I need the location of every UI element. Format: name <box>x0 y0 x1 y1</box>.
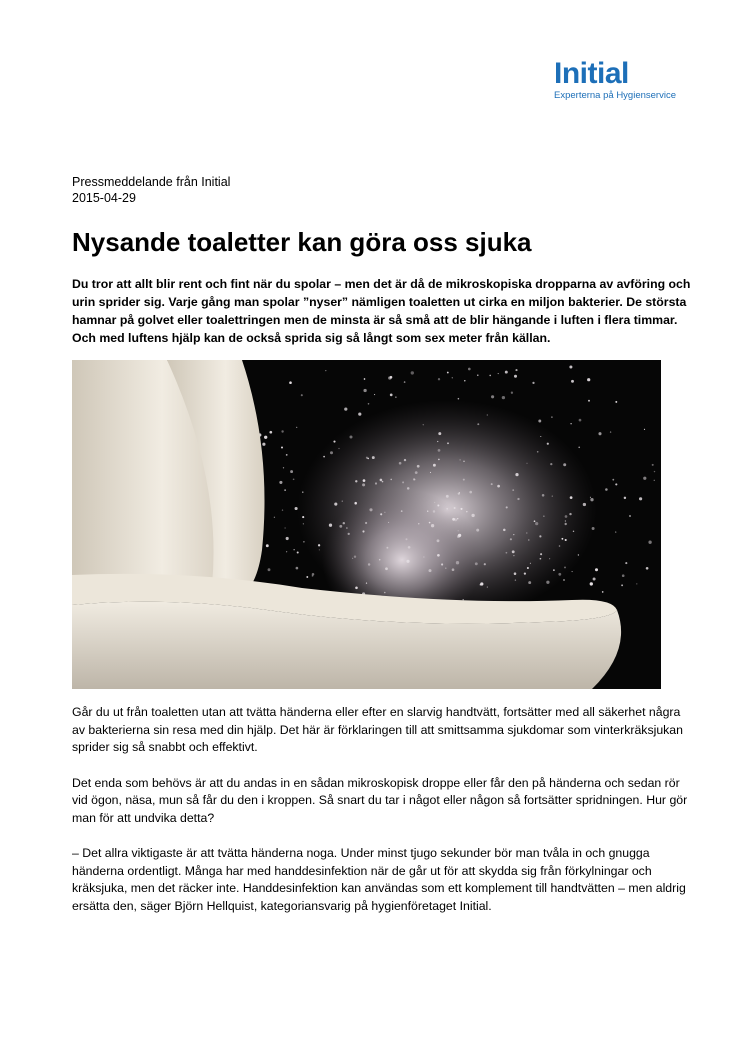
spray-droplet <box>401 510 403 512</box>
spray-droplet <box>438 432 441 435</box>
spray-droplet <box>408 546 411 549</box>
spray-droplet <box>579 419 582 422</box>
spray-droplet <box>528 539 529 540</box>
spray-droplet <box>438 449 441 452</box>
spray-droplet <box>572 571 573 572</box>
spray-droplet <box>380 513 382 515</box>
spray-droplet <box>588 400 590 402</box>
spray-droplet <box>565 515 568 518</box>
spray-droplet <box>477 374 478 375</box>
spray-droplet <box>540 436 541 437</box>
spray-droplet <box>414 479 415 480</box>
spray-droplet <box>515 579 516 580</box>
spray-droplet <box>487 587 488 588</box>
article-lead: Du tror att allt blir rent och fint när du spolar – men det är då de mikroskopiska dropparna av avföring och urin sprider sig. Varje gång man spolar ”nyser” nämligen toaletten ut cirka en miljon bakterier. De största hamnar på golvet eller toalettringen men de minsta är så små att de blir hängande i luften i flera timmar. Och med luftens hjälp kan de också sprida sig så långt som sex meter från källan. <box>72 277 691 345</box>
article-body <box>72 704 692 933</box>
article-paragraph-3: – Det allra viktigaste är att tvätta händerna noga. Under minst tjugo sekunder bör man tvåla in och gnugga händerna ordentligt. Många har med handdesinfektion när de går ut för att skydda sig från förkylningar och kräksjuka, men det räcker inte. Handdesinfektion kan användas som ett komplement till handtvätten – men aldrig ersätta den, säger Björn Hellquist, kategoriansvarig på hygienföretaget Initial. <box>72 846 686 913</box>
spray-droplet <box>476 529 479 532</box>
spray-droplet <box>379 559 381 561</box>
spray-droplet <box>459 492 460 493</box>
spray-droplet <box>333 441 335 443</box>
spray-droplet <box>517 498 519 500</box>
spray-droplet <box>615 483 617 485</box>
spray-droplet <box>487 414 488 415</box>
spray-droplet <box>374 394 375 395</box>
spray-droplet <box>366 457 368 459</box>
spray-droplet <box>312 573 315 576</box>
spray-droplet <box>463 479 465 481</box>
spray-droplet <box>489 375 491 377</box>
spray-droplet <box>497 485 500 488</box>
spray-droplet <box>612 479 614 481</box>
spray-droplet <box>286 454 288 456</box>
spray-droplet <box>282 509 283 510</box>
spray-droplet <box>434 502 435 503</box>
spray-droplet <box>428 569 431 572</box>
spray-droplet <box>323 456 325 458</box>
spray-droplet <box>279 481 282 484</box>
spray-droplet <box>550 463 552 465</box>
spray-droplet <box>578 554 579 555</box>
spray-droplet <box>502 396 505 399</box>
spray-droplet <box>553 569 555 571</box>
spray-droplet <box>365 522 367 524</box>
spray-droplet <box>526 463 527 464</box>
spray-droplet <box>590 497 591 498</box>
spray-droplet <box>285 527 286 528</box>
spray-droplet <box>301 394 303 396</box>
spray-droplet <box>355 480 357 482</box>
initial-logo <box>554 58 684 102</box>
spray-droplet <box>460 508 462 510</box>
spray-droplet <box>590 498 593 501</box>
spray-droplet <box>334 503 337 506</box>
spray-droplet <box>463 461 464 462</box>
spray-droplet <box>590 582 593 585</box>
spray-droplet <box>515 369 517 371</box>
spray-droplet <box>423 424 424 425</box>
spray-droplet <box>454 507 456 509</box>
spray-droplet <box>543 516 544 517</box>
spray-droplet <box>417 465 420 468</box>
spray-droplet <box>289 381 292 384</box>
spray-droplet <box>329 524 332 527</box>
spray-droplet <box>404 459 406 461</box>
spray-droplet <box>296 567 299 570</box>
spray-droplet <box>352 558 353 559</box>
spray-droplet <box>559 545 561 547</box>
spray-droplet <box>266 544 269 547</box>
spray-droplet <box>469 491 472 494</box>
spray-droplet <box>438 459 440 461</box>
spray-droplet <box>431 524 434 527</box>
spray-droplet <box>629 515 631 517</box>
spray-droplet <box>457 518 458 519</box>
logo-tagline: Experterna på Hygienservice <box>554 90 676 101</box>
spray-droplet <box>477 423 479 425</box>
spray-droplet <box>505 371 508 374</box>
spray-droplet <box>615 401 617 403</box>
spray-droplet <box>527 567 529 569</box>
spray-droplet <box>491 395 494 398</box>
spray-droplet <box>569 365 572 368</box>
spray-droplet <box>362 530 364 532</box>
spray-droplet <box>286 551 287 552</box>
spray-droplet <box>526 532 527 533</box>
spray-droplet <box>540 558 542 560</box>
spray-droplet <box>458 398 460 400</box>
spray-droplet <box>384 592 386 594</box>
spray-droplet <box>415 471 418 474</box>
spray-droplet <box>654 480 655 481</box>
spray-droplet <box>390 479 392 481</box>
spray-droplet <box>552 495 553 496</box>
spray-droplet <box>459 459 460 460</box>
spray-droplet <box>549 558 550 559</box>
spray-droplet <box>610 431 611 432</box>
spray-droplet <box>284 489 285 490</box>
spray-droplet <box>592 527 595 530</box>
spray-droplet <box>297 551 299 553</box>
spray-droplet <box>546 581 549 584</box>
spray-droplet <box>513 534 514 535</box>
spray-droplet <box>268 568 271 571</box>
spray-droplet <box>636 583 637 584</box>
spray-droplet <box>411 371 414 374</box>
spray-droplet <box>447 442 449 444</box>
spray-droplet <box>480 582 483 585</box>
spray-droplet <box>368 563 370 565</box>
spray-droplet <box>348 533 350 535</box>
spray-droplet <box>512 489 514 491</box>
spray-droplet <box>534 520 536 522</box>
spray-droplet <box>342 501 343 502</box>
spray-droplet <box>510 538 512 540</box>
spray-droplet <box>514 375 517 378</box>
spray-droplet <box>605 488 608 491</box>
spray-droplet <box>539 535 541 537</box>
spray-droplet <box>384 512 385 513</box>
spray-droplet <box>570 423 571 424</box>
spray-droplet <box>294 549 295 550</box>
spray-droplet <box>354 555 356 557</box>
spray-droplet <box>503 529 506 532</box>
spray-droplet <box>441 563 443 565</box>
spray-droplet <box>306 576 308 578</box>
spray-droplet <box>433 510 435 512</box>
spray-droplet <box>302 516 304 518</box>
spray-droplet <box>540 553 542 555</box>
spray-droplet <box>558 573 561 576</box>
spray-droplet <box>363 389 366 392</box>
spray-droplet <box>346 527 348 529</box>
spray-droplet <box>358 413 361 416</box>
spray-droplet <box>464 380 465 381</box>
spray-droplet <box>551 416 553 418</box>
spray-droplet <box>514 572 517 575</box>
spray-droplet <box>274 517 275 518</box>
spray-droplet <box>452 568 455 571</box>
spray-droplet <box>290 470 293 473</box>
spray-droplet <box>466 511 468 513</box>
spray-droplet <box>563 579 565 581</box>
spray-droplet <box>303 541 305 543</box>
spray-droplet <box>652 464 654 466</box>
spray-droplet <box>569 513 571 515</box>
spray-droplet <box>563 463 566 466</box>
spray-droplet <box>386 547 388 549</box>
spray-droplet <box>388 376 391 379</box>
spray-droplet <box>354 502 357 505</box>
spray-droplet <box>506 506 508 508</box>
spray-droplet <box>587 378 590 381</box>
spray-droplet <box>511 392 513 394</box>
spray-droplet <box>339 525 342 528</box>
spray-droplet <box>571 380 574 383</box>
spray-droplet <box>303 523 304 524</box>
spray-droplet <box>542 494 545 497</box>
spray-droplet <box>625 562 627 564</box>
spray-droplet <box>295 507 298 510</box>
spray-droplet <box>362 483 365 486</box>
spray-droplet <box>366 583 367 584</box>
spray-droplet <box>565 520 566 521</box>
spray-droplet <box>491 483 493 485</box>
spray-droplet <box>528 581 531 584</box>
spray-droplet <box>615 531 616 532</box>
spray-droplet <box>395 396 396 397</box>
spray-droplet <box>433 464 436 467</box>
spray-droplet <box>385 567 388 570</box>
spray-droplet <box>423 556 424 557</box>
spray-droplet <box>578 447 580 449</box>
spray-droplet <box>437 441 438 442</box>
spray-droplet <box>593 578 596 581</box>
spray-droplet <box>570 496 573 499</box>
spray-droplet <box>343 522 345 524</box>
spray-droplet <box>515 473 518 476</box>
spray-droplet <box>283 467 284 468</box>
spray-droplet <box>583 503 586 506</box>
press-release-header <box>72 174 230 206</box>
spray-droplet <box>437 554 440 557</box>
spray-droplet <box>319 549 320 550</box>
spray-droplet <box>513 555 514 556</box>
spray-droplet <box>648 541 651 544</box>
article-paragraph-2: Det enda som behövs är att du andas in en sådan mikroskopisk droppe eller får den på händerna och sedan rör vid ögon, näsa, mun så får du den i kroppen. Så snart du tar i något eller någon så fortsätter spridningen. Hur gör man för att undvika detta? <box>72 775 688 825</box>
spray-droplet <box>318 544 320 546</box>
spray-droplet <box>624 497 626 499</box>
spray-droplet <box>429 522 431 524</box>
spray-droplet <box>646 567 649 570</box>
spray-droplet <box>573 531 574 532</box>
article-title: Nysande toaletter kan göra oss sjuka <box>72 227 532 257</box>
spray-droplet <box>471 514 474 517</box>
spray-droplet <box>399 462 402 465</box>
spray-droplet <box>344 407 347 410</box>
spray-droplet <box>621 584 623 586</box>
spray-droplet <box>643 477 646 480</box>
spray-droplet <box>338 448 339 449</box>
spray-droplet <box>281 430 283 432</box>
spray-droplet <box>355 587 358 590</box>
spray-droplet <box>427 511 428 512</box>
toilet-spray-illustration <box>72 360 661 689</box>
spray-droplet <box>639 497 642 500</box>
spray-droplet <box>372 456 375 459</box>
spray-droplet <box>364 378 366 380</box>
spray-droplet <box>475 562 478 565</box>
spray-droplet <box>484 563 486 565</box>
spray-droplet <box>286 537 289 540</box>
spray-droplet <box>375 482 377 484</box>
spray-droplet <box>598 432 601 435</box>
spray-droplet <box>380 479 383 482</box>
spray-droplet <box>330 451 333 454</box>
toilet-spray-photo <box>72 360 661 689</box>
spray-droplet <box>537 451 539 453</box>
spray-droplet <box>447 372 449 374</box>
article-paragraph-1: Går du ut från toaletten utan att tvätta händerna eller efter en slarvig handtvätt, fortsätter med all säkerhet några av bakterierna sin resa med din hjälp. Det här är förklaringen till att smittsamma sjukdomar som vinterkräksjukan sprider sig så snabbt och effektivt. <box>72 705 683 754</box>
spray-droplet <box>438 378 440 380</box>
spray-droplet <box>437 539 440 542</box>
spray-droplet <box>369 508 372 511</box>
spray-droplet <box>402 481 404 483</box>
spray-droplet <box>538 420 541 423</box>
spray-droplet <box>452 377 453 378</box>
spray-droplet <box>468 368 471 371</box>
spray-droplet <box>564 566 566 568</box>
press-release-date: 2015-04-29 <box>72 191 136 205</box>
spray-droplet <box>382 481 384 483</box>
spray-droplet <box>595 568 598 571</box>
spray-droplet <box>456 561 459 564</box>
spray-droplet <box>406 560 409 563</box>
spray-droplet <box>296 427 297 428</box>
spray-droplet <box>262 443 265 446</box>
spray-droplet <box>293 478 295 480</box>
spray-droplet <box>602 591 604 593</box>
spray-droplet <box>302 491 303 492</box>
logo-brand-name: Initial <box>554 57 629 90</box>
spray-droplet <box>454 518 457 521</box>
spray-droplet <box>446 495 449 498</box>
spray-droplet <box>535 522 538 525</box>
spray-droplet <box>264 436 267 439</box>
spray-droplet <box>390 394 393 397</box>
spray-droplet <box>388 522 389 523</box>
spray-droplet <box>418 523 419 524</box>
spray-droplet <box>622 574 625 577</box>
spray-droplet <box>368 403 370 405</box>
spray-droplet <box>269 431 272 434</box>
spray-droplet <box>445 568 446 569</box>
press-release-label: Pressmeddelande från Initial <box>72 175 231 189</box>
spray-droplet <box>458 530 459 531</box>
spray-droplet <box>512 550 515 553</box>
spray-droplet <box>565 539 567 541</box>
spray-droplet <box>565 523 567 525</box>
spray-droplet <box>644 429 645 430</box>
spray-droplet <box>404 381 406 383</box>
spray-droplet <box>406 538 408 540</box>
spray-droplet <box>325 370 326 371</box>
spray-droplet <box>349 435 352 438</box>
spray-droplet <box>506 552 508 554</box>
spray-droplet <box>457 535 460 538</box>
spray-droplet <box>446 508 448 510</box>
spray-droplet <box>281 446 283 448</box>
spray-droplet <box>430 472 431 473</box>
spray-droplet <box>530 563 531 564</box>
spray-droplet <box>363 479 366 482</box>
spray-droplet <box>498 373 499 374</box>
spray-droplet <box>437 504 439 506</box>
spray-droplet <box>561 538 563 540</box>
spray-droplet <box>654 471 655 472</box>
spray-droplet <box>532 382 534 384</box>
spray-droplet <box>524 572 526 574</box>
spray-droplet <box>407 487 410 490</box>
spray-droplet <box>547 443 549 445</box>
